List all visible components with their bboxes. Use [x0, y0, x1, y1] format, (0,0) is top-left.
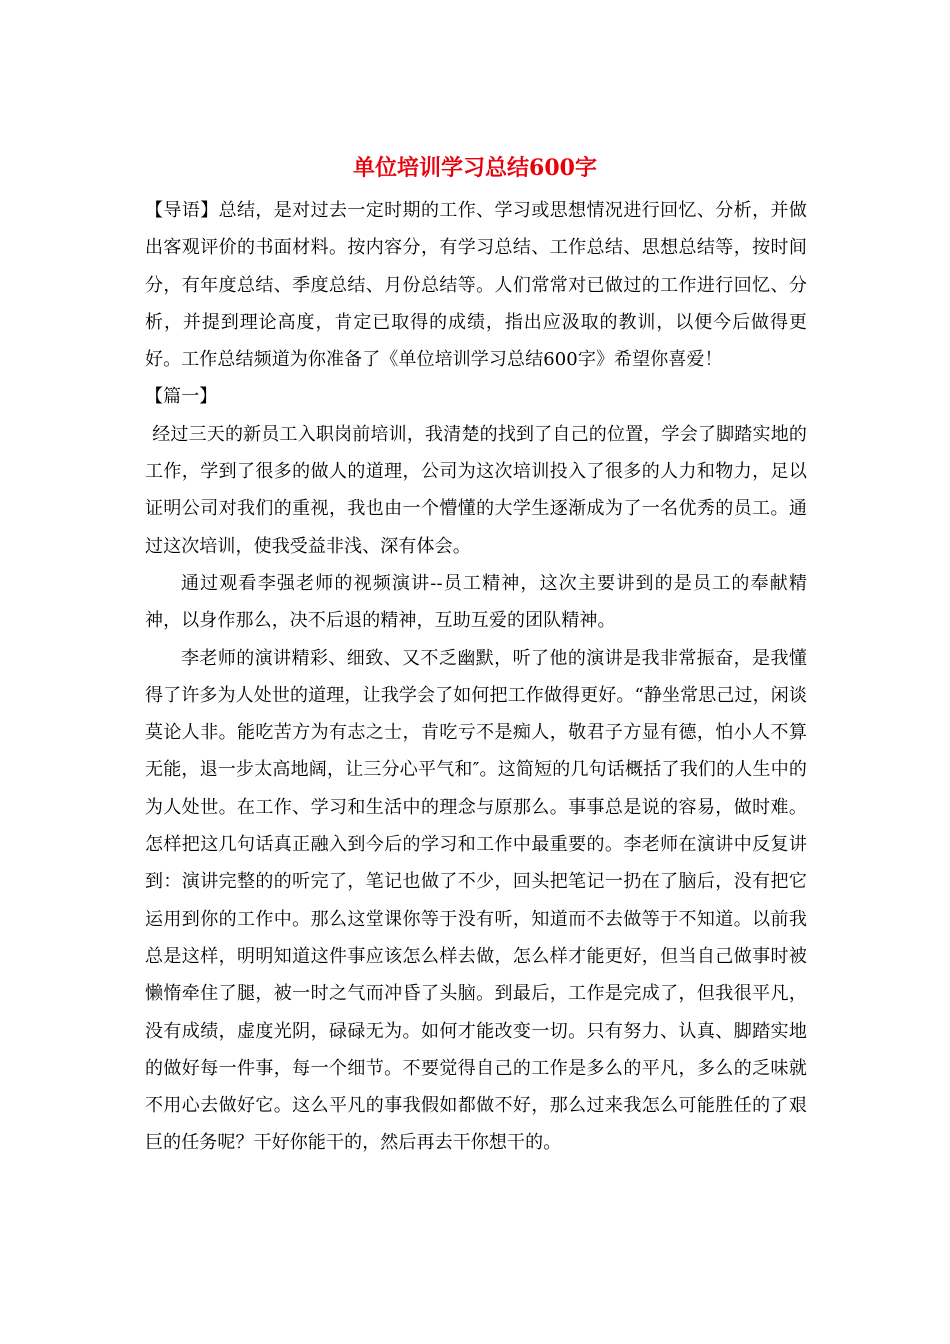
body-paragraph-3: 李老师的演讲精彩、细致、又不乏幽默，听了他的演讲是我非常振奋，是我懂得了许多为人处世的道理，让我学会了如何把工作做得更好。“静坐常思己过，闲谈莫论人非。能吃苦方为有志之士，肯吃亏不是痴人，敬君子方显有德，怕小人不算无能，退一步太高地阔，让三分心平气和″。这简短的几句话概括了我们的人生中的为人处世。在工作、学习和生活中的理念与原那么。事事总是说的容易，做时难。怎样把这几句话真正融入到今后的学习和工作中最重要的。李老师在演讲中反复讲到：演讲完整的的听完了，笔记也做了不少，回头把笔记一扔在了脑后，没有把它运用到你的工作中。那么这堂课你等于没有听，知道而不去做等于不知道。以前我总是这样，明明知道这件事应该怎么样去做，怎么样才能更好，但当自己做事时被懒惰牵住了腿，被一时之气而冲昏了头脑。到最后，工作是完成了，但我很平凡，没有成绩，虚度光阴，碌碌无为。如何才能改变一切。只有努力、认真、脚踏实地的做好每一件事，每一个细节。不要觉得自己的工作是多么的平凡，多么的乏味就不用心去做好它。这么平凡的事我假如都做不好，那么过来我怎么可能胜任的了艰巨的任务呢？干好你能干的，然后再去干你想干的。	[145, 647, 807, 1154]
body-paragraph-2: 通过观看李强老师的视频演讲--员工精神，这次主要讲到的是员工的奉献精神，以身作那么，决不后退的精神，互助互爱的团队精神。	[145, 572, 807, 632]
document-body	[145, 192, 807, 1162]
section-heading: 【篇一】	[145, 386, 218, 408]
document-title: 单位培训学习总结600字	[353, 155, 597, 181]
body-paragraph-1: 经过三天的新员工入职岗前培训，我清楚的找到了自己的位置，学会了脚踏实地的工作，学到了很多的做人的道理，公司为这次培训投入了很多的人力和物力，足以证明公司对我们的重视，我也由一个懵懂的大学生逐渐成为了一名优秀的员工。通过这次培训，使我受益非浅、深有体会。	[145, 423, 807, 557]
intro-paragraph: 【导语】总结，是对过去一定时期的工作、学习或思想情况进行回忆、分析，并做出客观评价的书面材料。按内容分，有学习总结、工作总结、思想总结等，按时间分，有年度总结、季度总结、月份总结等。人们常常对已做过的工作进行回忆、分析，并提到理论高度，肯定已取得的成绩，指出应汲取的教训，以便今后做得更好。工作总结频道为你准备了《单位培训学习总结600字》希望你喜爱！	[145, 200, 807, 371]
